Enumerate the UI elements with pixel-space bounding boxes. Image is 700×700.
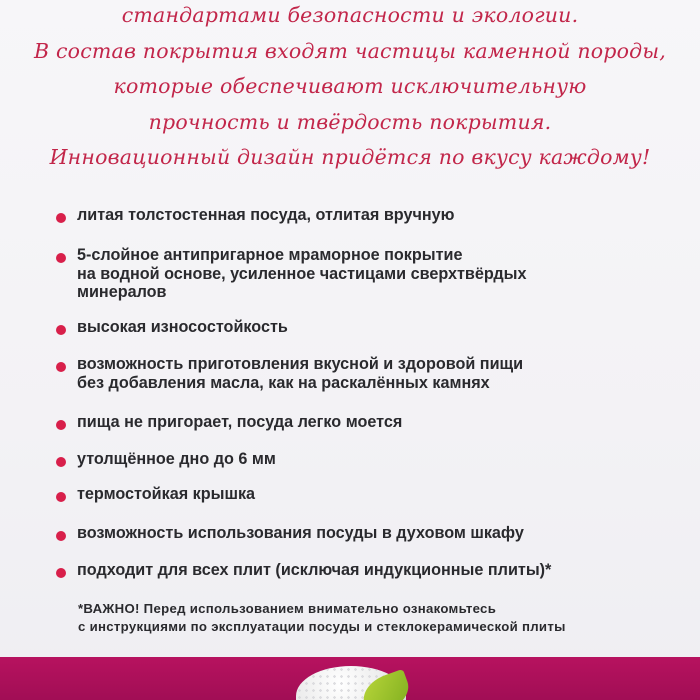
bullet-dot-icon	[56, 325, 66, 335]
feature-text: утолщённое дно до 6 мм	[77, 450, 276, 468]
feature-text: подходит для всех плит (исключая индукционные плиты)*	[77, 561, 552, 579]
bullet-dot-icon	[56, 213, 66, 223]
feature-text: термостойкая крышка	[77, 485, 256, 503]
feature-item	[56, 246, 676, 302]
intro-text	[0, 0, 700, 176]
feature-item	[56, 485, 676, 504]
intro-line: которые обеспечивают исключительную	[113, 74, 587, 98]
intro-line: прочность и твёрдость покрытия.	[148, 109, 552, 134]
feature-text: 5-слойное антипригарное мраморное покрытие на водной основе, усиленное частицами сверхтвёрдых минералов	[77, 246, 527, 301]
feature-text: возможность использования посуды в духовом шкафу	[77, 524, 524, 542]
feature-text: высокая износостойкость	[77, 318, 288, 336]
intro-line: стандартами безопасности и экологии.	[121, 3, 579, 27]
feature-item	[56, 561, 676, 580]
bullet-dot-icon	[56, 253, 66, 263]
feature-item	[56, 524, 676, 543]
feature-item	[56, 355, 676, 392]
intro-line: Инновационный дизайн придётся по вкусу каждому!	[49, 145, 651, 169]
important-note: *ВАЖНО! Перед использованием внимательно ознакомьтесь с инструкциями по эксплуатации посуды и стеклокерамической плиты	[78, 601, 566, 634]
feature-text: пища не пригорает, посуда легко моется	[77, 413, 403, 431]
bullet-dot-icon	[56, 568, 66, 578]
bullet-dot-icon	[56, 492, 66, 502]
feature-item	[56, 318, 676, 337]
feature-item	[56, 206, 676, 225]
feature-item	[56, 450, 676, 469]
bullet-dot-icon	[56, 531, 66, 541]
feature-text: литая толстостенная посуда, отлитая вручную	[77, 206, 455, 224]
intro-line: В состав покрытия входят частицы каменной породы,	[34, 38, 666, 63]
feature-item	[56, 413, 676, 432]
bullet-dot-icon	[56, 457, 66, 467]
feature-text: возможность приготовления вкусной и здоровой пищи без добавления масла, как на раскалённых камнях	[77, 355, 524, 392]
bullet-dot-icon	[56, 362, 66, 372]
bullet-dot-icon	[56, 420, 66, 430]
